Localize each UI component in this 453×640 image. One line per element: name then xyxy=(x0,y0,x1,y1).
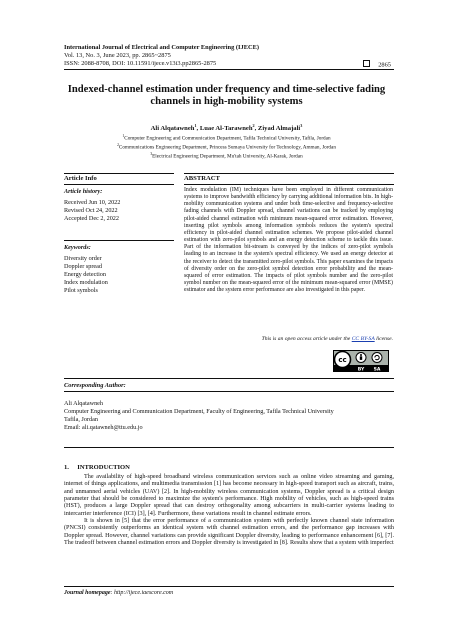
affiliation-3: $^3$Electrical Engineering Department, Mu'tah University, Al-Karak, Jordan xyxy=(150,152,303,161)
page-number xyxy=(363,60,391,69)
journal-header xyxy=(64,44,404,69)
section-heading-introduction: 1. INTRODUCTION xyxy=(64,464,130,471)
history-accepted: Accepted Dec 2, 2022 xyxy=(64,214,119,222)
keyword: Doppler spread xyxy=(64,262,102,270)
history-received: Received Jun 10, 2022 xyxy=(64,198,121,206)
license-note: This is an open access article under the CC BY-SA license. xyxy=(261,336,393,342)
history-revised: Revised Oct 24, 2022 xyxy=(64,206,118,214)
square-icon xyxy=(363,60,370,67)
license-link[interactable]: CC BY-SA xyxy=(351,336,375,342)
keyword: Pilot symbols xyxy=(64,286,98,294)
corresponding-name: Ali Alqatawneh xyxy=(64,400,104,407)
article-info-rule xyxy=(64,184,174,185)
cc-license-icon xyxy=(333,350,389,372)
svg-text:SA: SA xyxy=(373,367,381,372)
corresponding-rule xyxy=(64,391,394,392)
article-history xyxy=(64,188,174,223)
abstract-rule xyxy=(184,184,394,185)
article-info-header: Article Info xyxy=(64,175,97,182)
keywords-label: Keywords: xyxy=(64,244,91,251)
keyword: Energy detection xyxy=(64,270,106,278)
corresponding-affiliation: Computer Engineering and Communication Department, Faculty of Engineering, Tafila Technical University xyxy=(64,407,334,415)
keywords-rule xyxy=(64,240,174,241)
introduction-body xyxy=(64,474,394,547)
affiliations xyxy=(60,133,393,160)
corresponding-bottom-rule xyxy=(64,447,394,448)
corresponding-details xyxy=(64,400,394,432)
keyword: Index modulation xyxy=(64,278,108,286)
article-info-top-rule xyxy=(64,173,174,174)
abstract-top-rule xyxy=(184,173,394,174)
author-3: Ziyad Almajali xyxy=(257,125,301,133)
corresponding-header: Corresponding Author: xyxy=(64,382,126,389)
journal-homepage: Journal homepage: http://ijece.iaescore.com xyxy=(64,590,174,596)
abstract-header: ABSTRACT xyxy=(184,175,220,182)
header-rule xyxy=(64,69,394,70)
homepage-link[interactable]: http://ijece.iaescore.com xyxy=(114,590,174,596)
volume-line: Vol. 13, No. 3, June 2023, pp. 2865~2875 xyxy=(64,52,171,60)
affiliation-2: $^2$Communications Engineering Department, Princess Sumaya University for Technology, Amman, Jordan xyxy=(117,143,336,151)
homepage-label: Journal homepage xyxy=(64,590,111,596)
cc-by-sa-badge[interactable] xyxy=(333,350,389,372)
paragraph: It is shown in [5] that the error performance of a communication system with perfectly known channel state information (PNCSI) consistently outperforms an identical system with channel estimation errors, and the performance gap increases with Doppler spread. However, channel variations can provide significant Doppler diversity, leading to performance enhancement [6], [7]. The tradeoff between channel estimation errors and Doppler diversity is investigated in [8]. Results show that a system with imperfect xyxy=(64,518,394,547)
affiliation-1: $^1$Computer Engineering and Communication Department, Tafila Technical University, Tafila, Jordan xyxy=(122,134,331,142)
author-2: Luae Al-Tarawneh xyxy=(199,125,253,133)
keywords-block xyxy=(64,244,174,294)
svg-text:BY: BY xyxy=(357,367,365,372)
author-list: Ali Alqatawneh$^1$, Luae Al-Tarawneh$^2$, Ziyad Almajali$^3$ xyxy=(150,123,303,133)
paper-title: Indexed-channel estimation under frequency and time-selective fading channels in high-mobility systems xyxy=(67,84,386,108)
corresponding-location: Tafila, Jordan xyxy=(64,415,98,423)
keyword: Diversity order xyxy=(64,254,102,262)
abstract-text: Index modulation (IM) techniques have been employed in different communication systems to improve bandwidth efficiency by carrying additional information bits. In high-mobility communication systems and under both time-selective and frequency-selective fading channels with Doppler spread, channel variations can be tracked by employing pilot-aided channel estimation with minimum mean-squared error estimation. However, inserting pilot symbols among information symbols reduces the system's spectral efficiency in pilot-aided channel estimation schemes. We propose pilot-aided channel estimation with zero-pilot symbols and an energy detection scheme to tackle this issue. Part of the information bit-stream is conveyed by the indices of zero-pilot symbols leading to an increase in the system's spectral efficiency. We used an energy detector at the receiver to detect the transmitted zero-pilot symbols. This paper examines the impacts of diversity order on the zero-pilot symbol detection error probability and the mean-squared of error estimation. The impacts of pilot symbols number and the zero-pilot symbol number on the mean-squared error of the minimum mean-squared error (MMSE) estimator and the system error performance are also investigated in this paper. xyxy=(184,187,393,294)
svg-text:cc: cc xyxy=(338,356,347,364)
journal-name: International Journal of Electrical and Computer Engineering (IJECE) xyxy=(64,44,259,51)
issn-line: ISSN: 2088-8708, DOI: 10.11591/ijece.v13i3.pp2865-2875 xyxy=(64,60,217,68)
footer-rule xyxy=(64,586,394,587)
corresponding-top-rule xyxy=(64,378,394,379)
page-number-value: 2865 xyxy=(378,61,391,69)
corresponding-email[interactable]: Email: ali.qatawneh@ttu.edu.jo xyxy=(64,423,143,431)
paragraph: The availability of high-speed broadband wireless communication services such as online video streaming and gaming, internet of things applications, and multimedia transmission [1] has become necessary in high-speed transport such as aircraft, trains, and unmanned aerial vehicles (UAV) [2]. In high-mobility wireless communication systems, Doppler spread is a critical design parameter that should be considered to maximize the system's performance. High mobility of vehicles, such as high-speed trains (HST), produces a large Doppler spread that can destroy orthogonality among subcarriers in multi-carrier systems leading to intercarrier interference (ICI) [3], [4]. Furthermore, these variations result in channel estimate errors. xyxy=(64,474,394,517)
author-1: Ali Alqatawneh xyxy=(150,125,195,133)
history-label: Article history: xyxy=(64,188,103,195)
